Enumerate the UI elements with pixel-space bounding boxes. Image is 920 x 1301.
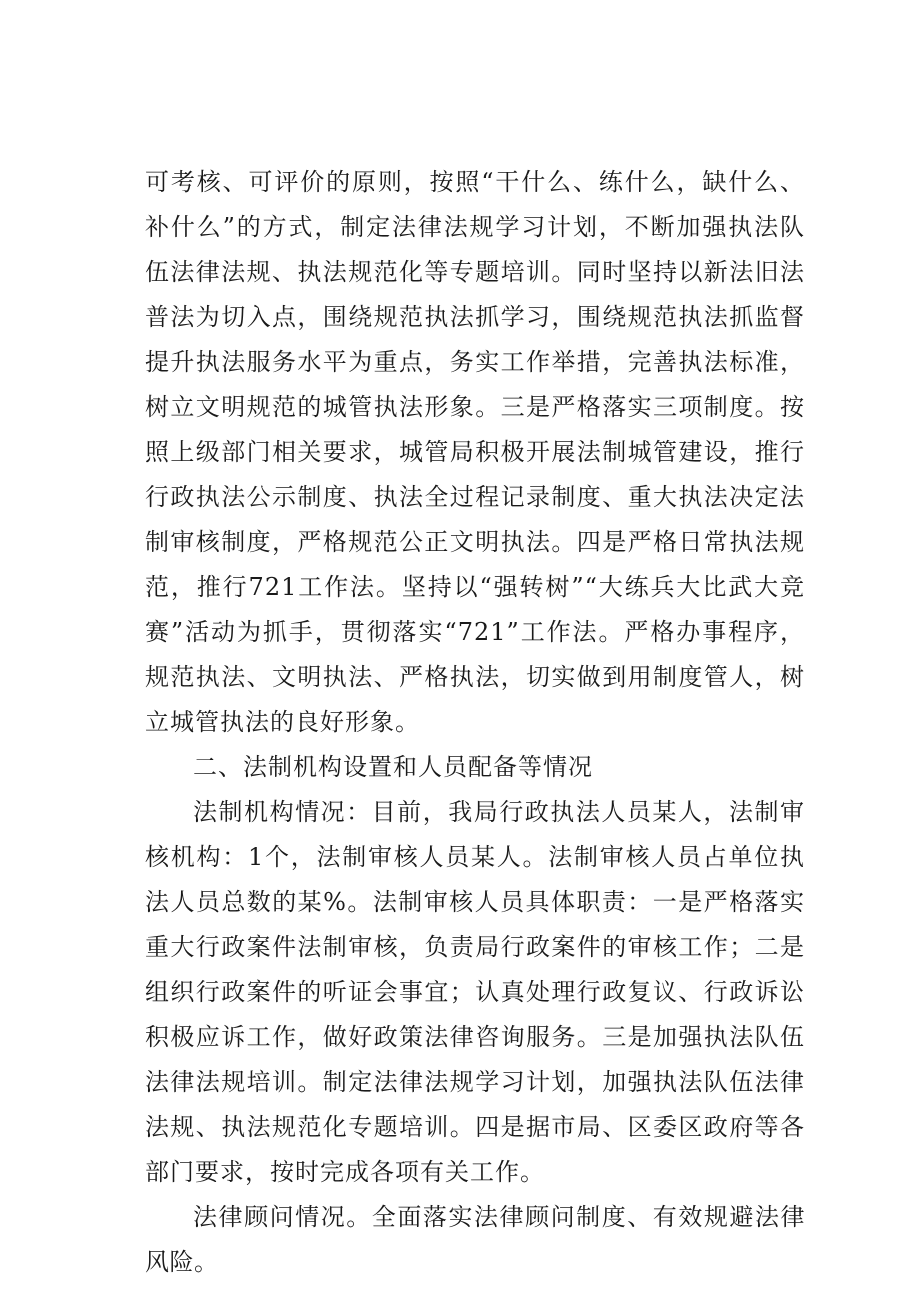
body-paragraph-3: 法律顾问情况。全面落实法律顾问制度、有效规避法律风险。 (145, 1203, 805, 1276)
document-body (145, 160, 805, 1285)
section-heading-2: 二、法制机构设置和人员配备等情况 (193, 753, 593, 781)
body-paragraph-1: 可考核、可评价的原则，按照“干什么、练什么，缺什么、补什么”的方式，制定法律法规学习计划，不断加强执法队伍法律法规、执法规范化等专题培训。同时坚持以新法旧法普法为切入点，围绕规范执法抓学习，围绕规范执法抓监督提升执法服务水平为重点，务实工作举措，完善执法标准，树立文明规范的城管执法形象。三是严格落实三项制度。按照上级部门相关要求，城管局积极开展法制城管建设，推行行政执法公示制度、执法全过程记录制度、重大执法决定法制审核制度，严格规范公正文明执法。四是严格日常执法规范，推行721工作法。坚持以“强转树”“大练兵大比武大竞赛”活动为抓手，贯彻落实“721”工作法。严格办事程序，规范执法、文明执法、严格执法，切实做到用制度管人，树立城管执法的良好形象。 (145, 168, 805, 736)
body-paragraph-2: 法制机构情况：目前，我局行政执法人员某人，法制审核机构：1个，法制审核人员某人。法制审核人员占单位执法人员总数的某%。法制审核人员具体职责：一是严格落实重大行政案件法制审核，负责局行政案件的审核工作；二是组织行政案件的听证会事宜；认真处理行政复议、行政诉讼积极应诉工作，做好政策法律咨询服务。三是加强执法队伍法律法规培训。制定法律法规学习计划，加强执法队伍法律法规、执法规范化专题培训。四是据市局、区委区政府等各部门要求，按时完成各项有关工作。 (145, 798, 805, 1186)
